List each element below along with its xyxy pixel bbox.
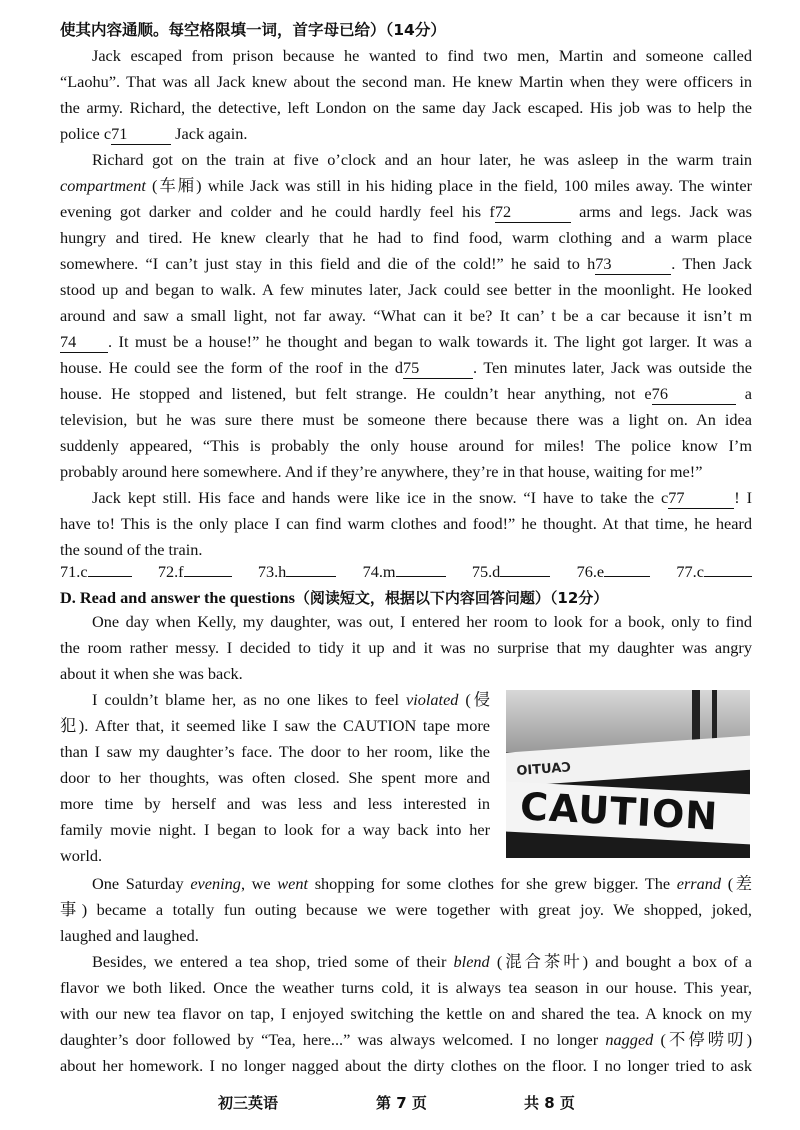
- blank-77[interactable]: 77: [668, 488, 734, 509]
- answer-line[interactable]: [88, 562, 132, 577]
- text: arms and legs. Jack was: [579, 202, 752, 221]
- answer-label: 75.d: [471, 562, 501, 581]
- text: Besides, we entered a tea shop, tried some of their: [92, 952, 447, 971]
- italic-term: went: [277, 874, 309, 893]
- answer-row: [60, 562, 752, 582]
- italic-term: violated: [406, 690, 459, 709]
- caution-tape-small-text: CAUTIO: [515, 760, 572, 779]
- text: around and saw a small light, not far away. “What can it be? It can’ t be a car because it isn’t m: [60, 306, 752, 325]
- answer-line[interactable]: [286, 562, 336, 577]
- blank-71[interactable]: 71: [111, 124, 171, 145]
- italic-term: errand: [676, 874, 722, 893]
- text: a: [744, 384, 752, 403]
- answer-label: 73.h: [257, 562, 287, 581]
- footer-total-pages: 共 8 页: [524, 1094, 575, 1112]
- passage-line: [60, 664, 752, 684]
- text: . Then Jack: [671, 254, 752, 273]
- passage-line: [92, 612, 752, 632]
- passage-line: [60, 978, 752, 998]
- text: One Saturday: [92, 874, 184, 893]
- answer-line[interactable]: [396, 562, 446, 577]
- text: house. He could see the form of the roof in the d: [60, 358, 404, 377]
- passage-line: [60, 306, 752, 326]
- passage-line: [60, 768, 490, 788]
- text: 事) became a totally fun outing because we were together with great joy. We shopped, joked,: [60, 900, 752, 919]
- blank-75[interactable]: 75: [403, 358, 473, 379]
- text: daughter’s door followed by “Tea, here...” was always welcomed. I no longer: [60, 1030, 599, 1049]
- text: with our new tea flavor on tap, I enjoyed switching the kettle on and shared the tea. A knock on my: [60, 1004, 752, 1023]
- blank-74[interactable]: 74: [60, 332, 108, 353]
- text: police c: [60, 124, 112, 143]
- answer-71[interactable]: [60, 562, 132, 582]
- passage-line: [60, 820, 490, 840]
- passage-line: [60, 384, 752, 405]
- footer-subject: 初三英语: [218, 1094, 279, 1112]
- text: . It must be a house!” he thought and began to walk towards it. The light got larger. It was a: [108, 332, 752, 351]
- passage-line: [60, 846, 490, 866]
- text: flavor we both liked. Once the weather turns cold, it is always tea season in our house. This year,: [60, 978, 752, 997]
- text: ! I: [734, 488, 753, 507]
- passage-line: [60, 514, 752, 534]
- text: Jack kept still. His face and hands were like ice in the snow. “I have to take the c: [92, 488, 669, 507]
- passage-line: [92, 952, 752, 972]
- text: the sound of the train.: [60, 540, 203, 559]
- text: One day when Kelly, my daughter, was out, I entered her room to look for a book, only to find: [92, 612, 752, 631]
- passage-line: [92, 488, 752, 509]
- passage-line: [92, 46, 752, 66]
- passage-line: [92, 874, 752, 894]
- section-title-cn: （阅读短文，根据以下内容回答问题）（12分）: [294, 589, 609, 607]
- passage-line: [60, 410, 752, 430]
- answer-76[interactable]: [577, 562, 651, 582]
- answer-label: 72.f: [157, 562, 184, 581]
- italic-term: nagged: [605, 1030, 654, 1049]
- answer-74[interactable]: [363, 562, 446, 582]
- answer-label: 74.m: [362, 562, 396, 581]
- text: Richard got on the train at five o’clock and an hour later, he was asleep in the warm train: [92, 150, 752, 169]
- text: laughed and laughed.: [60, 926, 199, 945]
- passage-line: [60, 638, 752, 658]
- text: Jack again.: [175, 124, 248, 143]
- caution-tape-text: CAUTION: [519, 784, 720, 839]
- text: world.: [60, 846, 103, 865]
- section-instruction: [60, 20, 752, 40]
- instruction-text: 使其内容通顺。每空格限填一词，首字母已给）（14分）: [60, 21, 446, 39]
- answer-line[interactable]: [704, 562, 752, 577]
- passage-line: [60, 358, 752, 379]
- text: Jack escaped from prison because he wanted to find two men, Martin and someone called: [92, 46, 752, 65]
- italic-term: evening: [190, 874, 241, 893]
- text: . Ten minutes later, Jack was outside the: [473, 358, 752, 377]
- passage-line: [60, 280, 752, 300]
- passage-line: [60, 1004, 752, 1024]
- answer-label: 71.c: [60, 562, 88, 581]
- text: have to! This is the only place I can find warm clothes and food!” he thought. At that time, he heard: [60, 514, 752, 533]
- text: (不停唠叨): [660, 1030, 752, 1049]
- passage-line: [60, 540, 752, 560]
- passage-line: [92, 690, 490, 710]
- passage-line: [60, 72, 752, 92]
- text: family movie night. I began to look for a way back into her: [60, 820, 490, 839]
- passage-line: [60, 716, 490, 736]
- text: I couldn’t blame her, as no one likes to feel: [92, 690, 400, 709]
- answer-label: 77.c: [676, 562, 704, 581]
- passage-line: [60, 436, 752, 456]
- text: about it when she was back.: [60, 664, 243, 683]
- answer-72[interactable]: [158, 562, 232, 582]
- passage-line: [60, 202, 752, 223]
- blank-76[interactable]: 76: [652, 384, 736, 405]
- passage-line: [60, 1030, 752, 1050]
- text: suddenly appeared, “This is probably the only house around for miles! The police know I’m: [60, 436, 752, 455]
- text: the army. Richard, the detective, left London on the same day Jack escaped. His job was to help the: [60, 98, 752, 117]
- italic-term: blend: [453, 952, 490, 971]
- text: somewhere. “I can’t just stay in this field and die of the cold!” he said to h: [60, 254, 596, 273]
- passage-line: [60, 926, 752, 946]
- text: television, but he was sure there must be someone there because there was a light on. An idea: [60, 410, 752, 429]
- passage-line: [60, 98, 752, 118]
- answer-73[interactable]: [258, 562, 337, 582]
- text: evening got darker and colder and he could hardly feel his f: [60, 202, 495, 221]
- passage-line: [60, 462, 752, 482]
- blank-72[interactable]: 72: [495, 202, 571, 223]
- text: , we: [240, 874, 271, 893]
- blank-73[interactable]: 73: [595, 254, 671, 275]
- answer-77[interactable]: [676, 562, 752, 582]
- text: (混合茶叶) and bought a box of a: [496, 952, 753, 971]
- italic-term: compartment: [60, 176, 146, 195]
- text: (侵: [465, 690, 490, 709]
- passage-line: [60, 332, 752, 353]
- answer-75[interactable]: [472, 562, 551, 582]
- footer-page-number: 第 7 页: [376, 1094, 427, 1112]
- passage-line: [60, 742, 490, 762]
- answer-line[interactable]: [184, 562, 232, 577]
- section-d-title: [60, 587, 608, 608]
- text: (差: [727, 874, 752, 893]
- passage-line: [92, 150, 752, 170]
- answer-label: 76.e: [576, 562, 605, 581]
- section-title-en: D. Read and answer the questions: [60, 588, 295, 607]
- text: than I saw my daughter’s face. The door to her room, like the: [60, 742, 490, 761]
- text: shopping for some clothes for she grew bigger. The: [314, 874, 671, 893]
- caution-tape-main: [506, 781, 750, 845]
- passage-line: [60, 794, 490, 814]
- answer-line[interactable]: [500, 562, 550, 577]
- text: more time by herself and was less and less interested in: [60, 794, 490, 813]
- text: (车厢) while Jack was still in his hiding place in the field, 100 miles away. The winter: [152, 176, 752, 195]
- passage-line: [60, 1056, 752, 1076]
- passage-line: [60, 176, 752, 196]
- text: house. He stopped and listened, but felt strange. He couldn’t hear anything, not e: [60, 384, 652, 403]
- passage-line: [60, 254, 752, 275]
- caution-tape-image: [506, 690, 750, 858]
- text: the room rather messy. I decided to tidy it up and it was no surprise that my daughter was angry: [60, 638, 752, 657]
- passage-line: [60, 124, 752, 145]
- passage-line: [60, 228, 752, 248]
- text: 犯). After that, it seemed like I saw the CAUTION tape more: [60, 716, 490, 735]
- text: about her homework. I no longer nagged about the dirty clothes on the floor. I no longer tried to ask: [60, 1056, 752, 1075]
- passage-line: [60, 900, 752, 920]
- text: hungry and tired. He knew clearly that he had to find food, warm clothing and a warm place: [60, 228, 752, 247]
- text: “Laohu”. That was all Jack knew about the second man. He knew Martin when they were officers in: [60, 72, 752, 91]
- answer-line[interactable]: [604, 562, 650, 577]
- text: door to her thoughts, was often closed. She spent more and: [60, 768, 490, 787]
- text: stood up and began to walk. A few minutes later, Jack could see better in the moonlight. He looked: [60, 280, 752, 299]
- text: probably around here somewhere. And if they’re anywhere, they’re in that house, waiting for me!”: [60, 462, 703, 481]
